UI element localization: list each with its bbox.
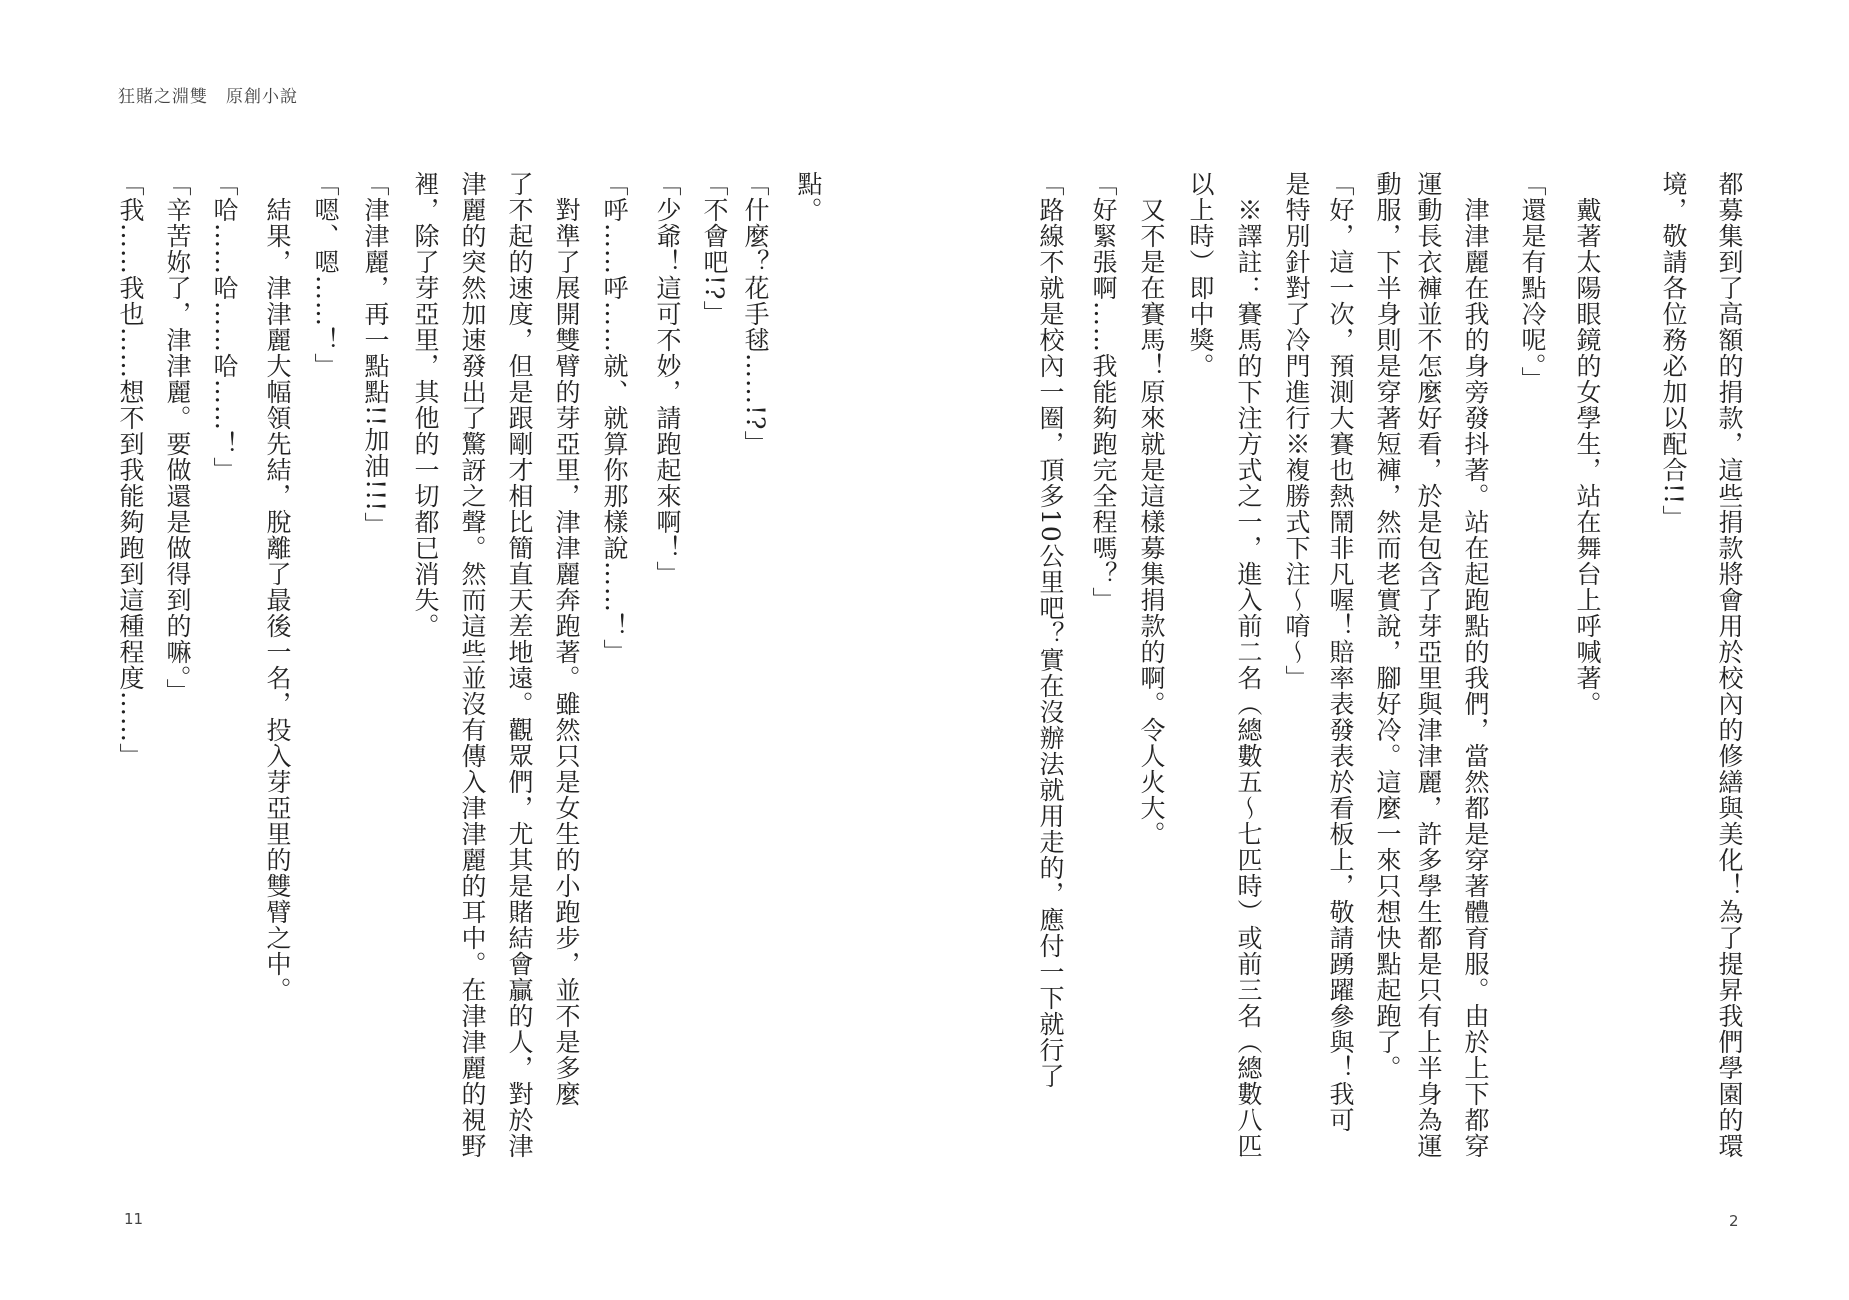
text-column: 又不是在賽馬！原來就是這樣募集捐款的啊。令人火大。 [1137,171,1166,847]
text-column: 「嗯、嗯……！」 [311,171,340,379]
page-number-right: 2 [1729,1212,1739,1230]
text-column: 津津麗在我的身旁發抖著。站在起跑點的我們，當然都是穿著體育服。由於上下都穿 [1461,171,1490,1159]
text-column: 戴著太陽眼鏡的女學生，站在舞台上呼喊著。 [1573,171,1602,717]
text-column: 點。 [794,171,823,223]
text-column: 津麗的突然加速發出了驚訝之聲。然而這些並沒有傳入津津麗的耳中。在津津麗的視野 [458,171,487,1159]
running-header: 狂賭之淵雙 原創小說 [118,87,298,107]
text-column: 「不會吧!?」 [700,171,729,327]
text-column: 運動長衣褲並不怎麼好看，於是包含了芽亞里與津津麗，許多學生都是只有上半身為運 [1414,171,1443,1159]
text-column: 「路線不就是校內一圈，頂多10公里吧？實在沒辦法就用走的，應付一下就行了 [1036,171,1065,1089]
text-column: 動服，下半身則是穿著短褲，然而老實說，腳好冷。這麼一來只想快點起跑了。 [1373,171,1402,1081]
text-column: 「津津麗，再一點點!!加油!!!」 [361,171,390,539]
text-column: ※譯註：賽馬的下注方式之一，進入前二名（總數五～七匹時）或前三名（總數八匹 [1234,171,1263,1159]
text-column: 「還是有點冷呢。」 [1518,171,1547,393]
text-column: 「好，這一次，預測大賽也熱鬧非凡喔！賠率表發表於看板上，敬請踴躍參與！我可 [1326,171,1355,1133]
text-column: 是特別針對了冷門進行※複勝式下注～唷～」 [1282,171,1311,691]
text-column: 境，敬請各位務必加以配合!!」 [1659,171,1688,532]
page-number-left: 11 [124,1210,144,1228]
text-column: 了不起的速度，但是跟剛才相比簡直天差地遠。觀眾們，尤其是賭結會贏的人，對於津 [505,171,534,1159]
text-column: 結果，津津麗大幅領先結，脫離了最後一名，投入芽亞里的雙臂之中。 [263,171,292,1003]
text-column: 對準了展開雙臂的芽亞里，津津麗奔跑著。雖然只是女生的小跑步，並不是多麼 [552,171,581,1107]
text-column: 「什麼？花手毬……!?」 [741,171,770,457]
text-column: 「呼……呼……就、就算你那樣說……！」 [600,171,629,665]
text-column: 裡，除了芽亞里，其他的一切都已消失。 [411,171,440,639]
text-column: 「辛苦妳了，津津麗。要做還是做得到的嘛。」 [163,171,192,705]
text-column: 「好緊張啊……我能夠跑完全程嗎？」 [1089,171,1118,613]
text-column: 「少爺！這可不妙，請跑起來啊！」 [653,171,682,587]
text-column: 「我……我也……想不到我能夠跑到這種程度……」 [116,171,145,769]
text-column: 「哈……哈……哈……！」 [210,171,239,483]
text-column: 以上時）即中獎。 [1186,171,1215,379]
text-column: 都募集到了高額的捐款，這些捐款將會用於校內的修繕與美化！為了提昇我們學園的環 [1715,171,1744,1159]
